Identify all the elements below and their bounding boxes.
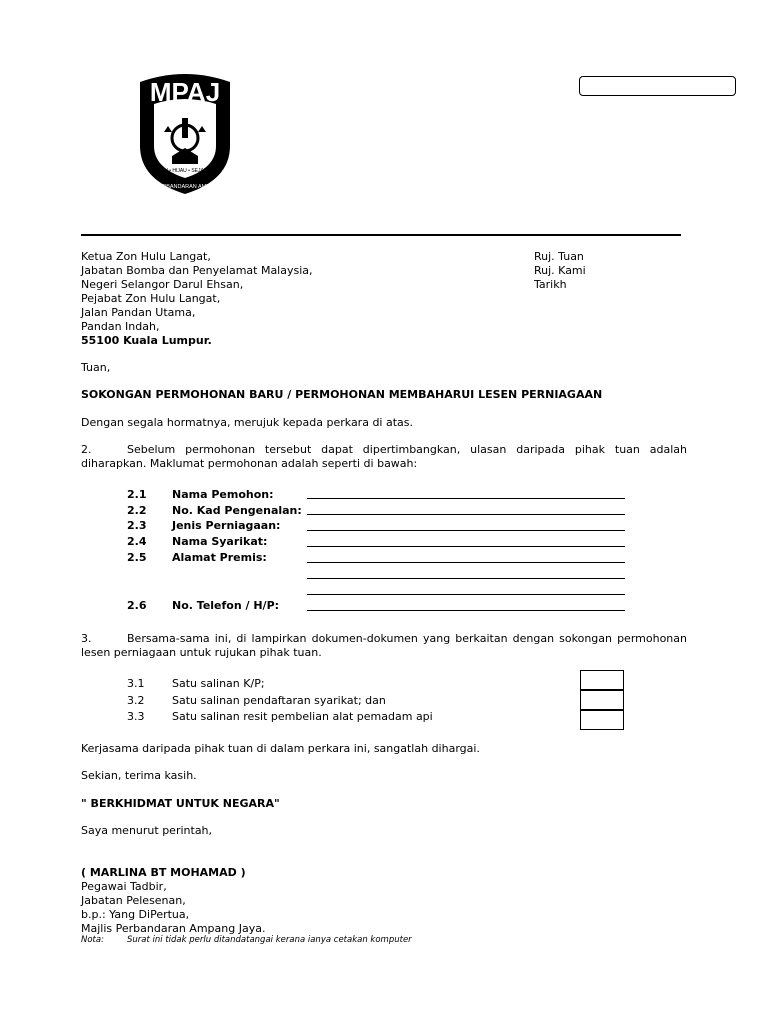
attachment-number: 3.3	[127, 710, 145, 723]
field-number: 2.4	[127, 535, 147, 548]
field-number: 2.3	[127, 519, 147, 532]
field-label-nama-pemohon: Nama Pemohon:	[172, 488, 274, 501]
attachment-label: Satu salinan resit pembelian alat pemadam api	[172, 710, 433, 723]
cooperation-text: Kerjasama daripada pihak tuan di dalam perkara ini, sangatlah dihargai.	[81, 742, 480, 755]
field-label-jenis-perniagaan: Jenis Perniagaan:	[172, 519, 281, 532]
field-label-nama-syarikat: Nama Syarikat:	[172, 535, 268, 548]
closing-text: Sekian, terima kasih.	[81, 769, 197, 782]
signatory-line: Majlis Perbandaran Ampang Jaya.	[81, 922, 266, 935]
field-blank-line[interactable]	[307, 530, 625, 531]
attachment-checkbox[interactable]	[580, 670, 624, 690]
signatory-line: Jabatan Pelesenan,	[81, 894, 186, 907]
paragraph-2-text: Sebelum permohonan tersebut dapat dipertimbangkan, ulasan daripada pihak tuan adalah diharapkan. Maklumat permohonan adalah seperti di bawah:	[81, 443, 687, 470]
address-line: Pandan Indah,	[81, 320, 160, 333]
logo-letters: MPAJ	[149, 77, 221, 107]
address-line: Pejabat Zon Hulu Langat,	[81, 292, 221, 305]
signatory-block	[81, 866, 265, 936]
address-line: Ketua Zon Hulu Langat,	[81, 250, 211, 263]
attachment-label: Satu salinan K/P;	[172, 677, 265, 690]
reference-block	[534, 250, 586, 292]
motto-text: " BERKHIDMAT UNTUK NEGARA"	[81, 797, 280, 810]
opening-paragraph: Dengan segala hormatnya, merujuk kepada perkara di atas.	[81, 416, 413, 429]
attachment-number: 3.1	[127, 677, 145, 690]
attachment-checkbox[interactable]	[580, 690, 624, 710]
signatory-line: Pegawai Tadbir,	[81, 880, 167, 893]
reference-number-box	[579, 76, 736, 96]
field-blank-line[interactable]	[307, 546, 625, 547]
field-number: 2.5	[127, 551, 147, 564]
field-label-kad-pengenalan: No. Kad Pengenalan:	[172, 504, 302, 517]
attachment-label: Satu salinan pendaftaran syarikat; dan	[172, 694, 386, 707]
field-blank-line[interactable]	[307, 514, 625, 515]
recipient-address	[81, 250, 313, 348]
note-label: Nota:	[81, 935, 104, 945]
field-blank-line[interactable]	[307, 610, 625, 611]
address-line: Jalan Pandan Utama,	[81, 306, 196, 319]
attachment-checkbox[interactable]	[580, 710, 624, 730]
signatory-name: ( MARLINA BT MOHAMAD )	[81, 866, 246, 879]
header-divider	[81, 234, 681, 236]
address-postcode: 55100 Kuala Lumpur.	[81, 334, 212, 347]
logo-motto: BERSIH • HIJAU • SEJAHTERA	[149, 168, 221, 174]
by-order-text: Saya menurut perintah,	[81, 824, 213, 837]
ref-tuan-label: Ruj. Tuan	[534, 250, 584, 263]
note-text: Surat ini tidak perlu ditandatangai kerana ianya cetakan komputer	[127, 935, 412, 945]
field-label-alamat-premis: Alamat Premis:	[172, 551, 267, 564]
field-number: 2.6	[127, 599, 147, 612]
field-number: 2.1	[127, 488, 147, 501]
mpaj-logo	[134, 68, 236, 196]
letter-subject: SOKONGAN PERMOHONAN BARU / PERMOHONAN MEMBAHARUI LESEN PERNIAGAAN	[81, 388, 603, 401]
field-blank-line[interactable]	[307, 594, 625, 595]
paragraph-3	[81, 632, 687, 660]
logo-ring-text: MAJLIS PERBANDARAN AMPANG JAYA	[134, 184, 236, 190]
footer-note	[81, 935, 412, 945]
ref-kami-label: Ruj. Kami	[534, 264, 586, 277]
field-label-telefon: No. Telefon / H/P:	[172, 599, 280, 612]
paragraph-3-text: Bersama-sama ini, di lampirkan dokumen-dokumen yang berkaitan dengan sokongan permohonan lesen perniagaan untuk rujukan pihak tuan.	[81, 632, 687, 659]
paragraph-2	[81, 443, 687, 471]
salutation: Tuan,	[81, 361, 111, 374]
address-line: Negeri Selangor Darul Ehsan,	[81, 278, 244, 291]
attachment-number: 3.2	[127, 694, 145, 707]
address-line: Jabatan Bomba dan Penyelamat Malaysia,	[81, 264, 313, 277]
paragraph-2-number: 2.	[81, 443, 92, 456]
date-label: Tarikh	[534, 278, 567, 291]
field-blank-line[interactable]	[307, 578, 625, 579]
field-blank-line[interactable]	[307, 562, 625, 563]
paragraph-3-number: 3.	[81, 632, 92, 645]
signatory-line: b.p.: Yang DiPertua,	[81, 908, 190, 921]
field-number: 2.2	[127, 504, 147, 517]
field-blank-line[interactable]	[307, 498, 625, 499]
